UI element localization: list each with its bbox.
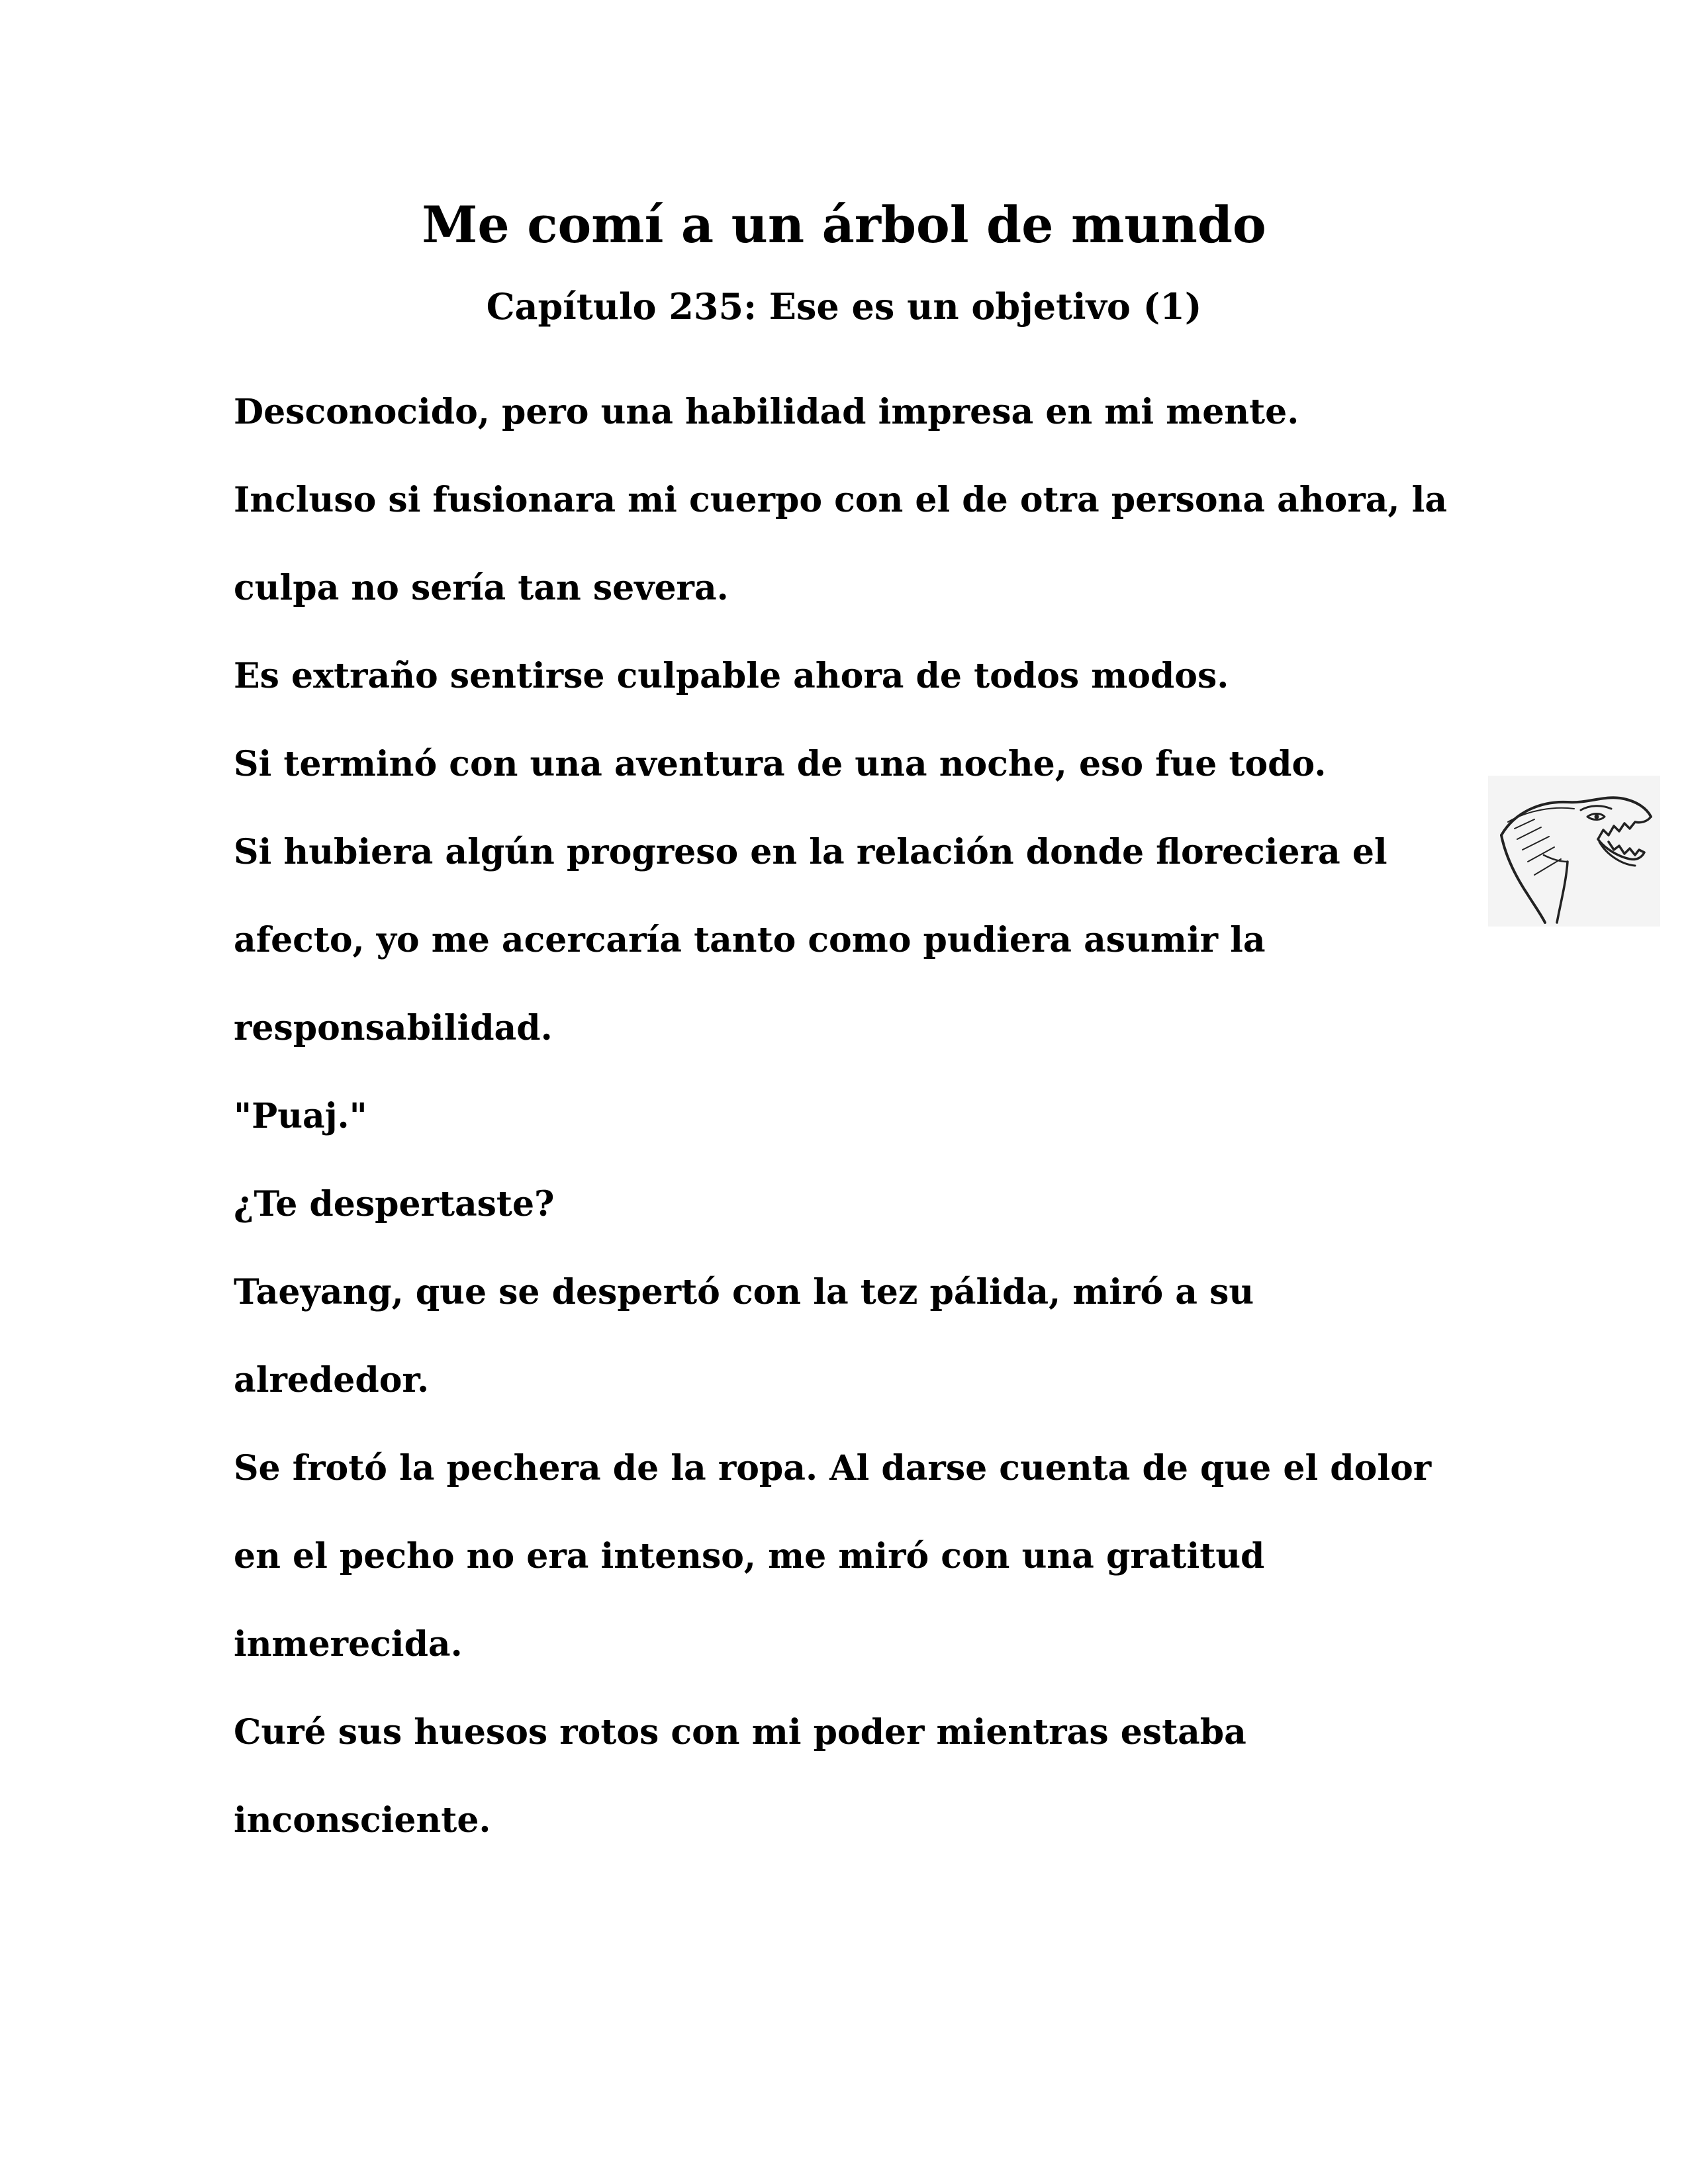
- text-line: ¿Te despertaste?: [234, 1184, 555, 1224]
- text-line: Si terminó con una aventura de una noche, eso fue todo.: [234, 744, 1327, 784]
- text-line: Se frotó la pechera de la ropa. Al darse cuenta de que el dolor: [234, 1448, 1432, 1488]
- text-line: Si hubiera algún progreso en la relación donde floreciera el: [234, 832, 1387, 872]
- document-body: [234, 368, 1491, 1864]
- dinosaur-head-sketch-icon: [1488, 776, 1660, 927]
- text-line: inmerecida.: [234, 1624, 463, 1664]
- text-line: Taeyang, que se despertó con la tez pálida, miró a su: [234, 1272, 1254, 1312]
- chapter-subtitle: Capítulo 235: Ese es un objetivo (1): [486, 285, 1202, 328]
- text-line: responsabilidad.: [234, 1008, 553, 1048]
- text-line: afecto, yo me acercaría tanto como pudiera asumir la: [234, 920, 1266, 960]
- text-line: Desconocido, pero una habilidad impresa en mi mente.: [234, 392, 1299, 432]
- text-line: Curé sus huesos rotos con mi poder mientras estaba: [234, 1712, 1246, 1752]
- text-line: Incluso si fusionara mi cuerpo con el de otra persona ahora, la: [234, 480, 1448, 520]
- text-line: culpa no sería tan severa.: [234, 568, 729, 608]
- text-line: "Puaj.": [234, 1096, 367, 1136]
- text-line: inconsciente.: [234, 1800, 491, 1841]
- text-line: Es extraño sentirse culpable ahora de todos modos.: [234, 656, 1229, 696]
- text-line: alrededor.: [234, 1360, 430, 1400]
- text-line: en el pecho no era intenso, me miró con una gratitud: [234, 1536, 1265, 1576]
- document-title: Me comí a un árbol de mundo: [422, 195, 1266, 254]
